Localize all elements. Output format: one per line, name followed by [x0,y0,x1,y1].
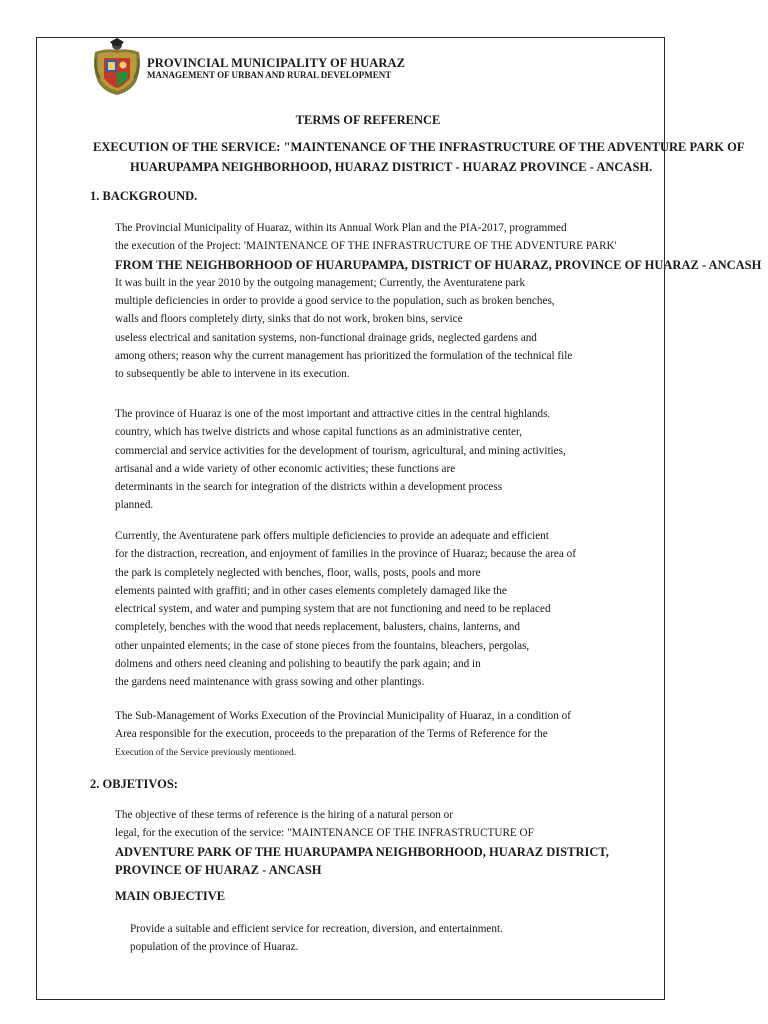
text-line-bold: ADVENTURE PARK OF THE HUARUPAMPA NEIGHBORHOOD, HUARAZ DISTRICT, [115,844,609,859]
section-1-heading: 1. BACKGROUND. [90,189,198,203]
text-line: the gardens need maintenance with grass sowing and other plantings. [115,676,425,689]
text-line: walls and floors completely dirty, sinks that do not work, broken bins, service [115,313,463,326]
text-line: It was built in the year 2010 by the outgoing management; Currently, the Aventuratene park [115,276,526,289]
background-paragraph-1 [115,219,761,384]
text-line: population of the province of Huaraz. [130,941,299,954]
background-paragraph-3 [115,527,576,692]
background-paragraph-2 [115,405,566,515]
text-line: The objective of these terms of reference is the hiring of a natural person or [115,809,453,821]
text-line: the execution of the Project: 'MAINTENANCE OF THE INFRASTRUCTURE OF THE ADVENTURE PARK' [115,240,617,253]
main-objective-paragraph [130,920,503,957]
text-line: legal, for the execution of the service: "MAINTENANCE OF THE INFRASTRUCTURE OF [115,827,534,840]
text-line: among others; reason why the current management has prioritized the formulation of the technical file [115,350,573,363]
text-line: planned. [115,499,154,512]
text-line: Area responsible for the execution, proceeds to the preparation of the Terms of Reference for the [115,728,548,741]
text-line: the park is completely neglected with benches, floor, walls, posts, pools and more [115,566,481,579]
execution-title-line-2: HUARUPAMPA NEIGHBORHOOD, HUARAZ DISTRICT - HUARAZ PROVINCE - ANCASH. [130,160,653,174]
execution-title-line-1: EXECUTION OF THE SERVICE: "MAINTENANCE OF THE INFRASTRUCTURE OF THE ADVENTURE PARK OF [93,140,745,154]
text-line: Execution of the Service previously mentioned. [115,747,296,758]
text-line-bold: PROVINCE OF HUARAZ - ANCASH [115,862,322,877]
text-line: multiple deficiencies in order to provide a good service to the population, such as broken benches, [115,295,555,308]
text-line: The Provincial Municipality of Huaraz, within its Annual Work Plan and the PIA-2017, programmed [115,222,567,234]
text-line: Currently, the Aventuratene park offers multiple deficiencies to provide an adequate and efficient [115,530,549,542]
text-line: dolmens and others need cleaning and polishing to beautify the park again; and in [115,658,481,671]
text-line: electrical system, and water and pumping system that are not functioning and need to be replaced [115,603,551,616]
text-line: to subsequently be able to intervene in its execution. [115,368,350,381]
text-line: commercial and service activities for the development of tourism, agricultural, and mining activities, [115,444,566,457]
text-line: Provide a suitable and efficient service for recreation, diversion, and entertainment. [130,923,503,935]
text-line-bold: FROM THE NEIGHBORHOOD OF HUARUPAMPA, DISTRICT OF HUARAZ, PROVINCE OF HUARAZ - ANCASH [115,257,762,272]
document-title: TERMS OF REFERENCE [295,113,441,127]
text-line: for the distraction, recreation, and enjoyment of families in the province of Huaraz; because the area of [115,548,576,561]
text-line: determinants in the search for integration of the districts within a development process [115,481,503,494]
text-line: elements painted with graffiti; and in other cases elements completely damaged like the [115,584,507,597]
text-line: The Sub-Management of Works Execution of the Provincial Municipality of Huaraz, in a condition of [115,710,571,722]
text-line: useless electrical and sanitation systems, non-functional drainage grids, neglected gardens and [115,331,537,344]
organization-name: PROVINCIAL MUNICIPALITY OF HUARAZ [147,56,406,70]
text-line: artisanal and a wide variety of other economic activities; these functions are [115,462,456,475]
text-line: completely, benches with the wood that needs replacement, balusters, chains, lanterns, and [115,621,520,634]
background-paragraph-4 [115,707,571,762]
text-line: The province of Huaraz is one of the most important and attractive cities in the central highlands. [115,408,551,420]
text-line: country, which has twelve districts and whose capital functions as an administrative center, [115,426,523,439]
section-2-heading: 2. OBJETIVOS: [90,777,178,791]
text-line: other unpainted elements; in the case of stone pieces from the fountains, bleachers, pergolas, [115,639,530,652]
coat-of-arms-icon [92,38,142,96]
main-objective-heading: MAIN OBJECTIVE [115,889,226,903]
organization-subtitle: MANAGEMENT OF URBAN AND RURAL DEVELOPMENT [147,70,392,80]
objectives-paragraph [115,806,609,879]
